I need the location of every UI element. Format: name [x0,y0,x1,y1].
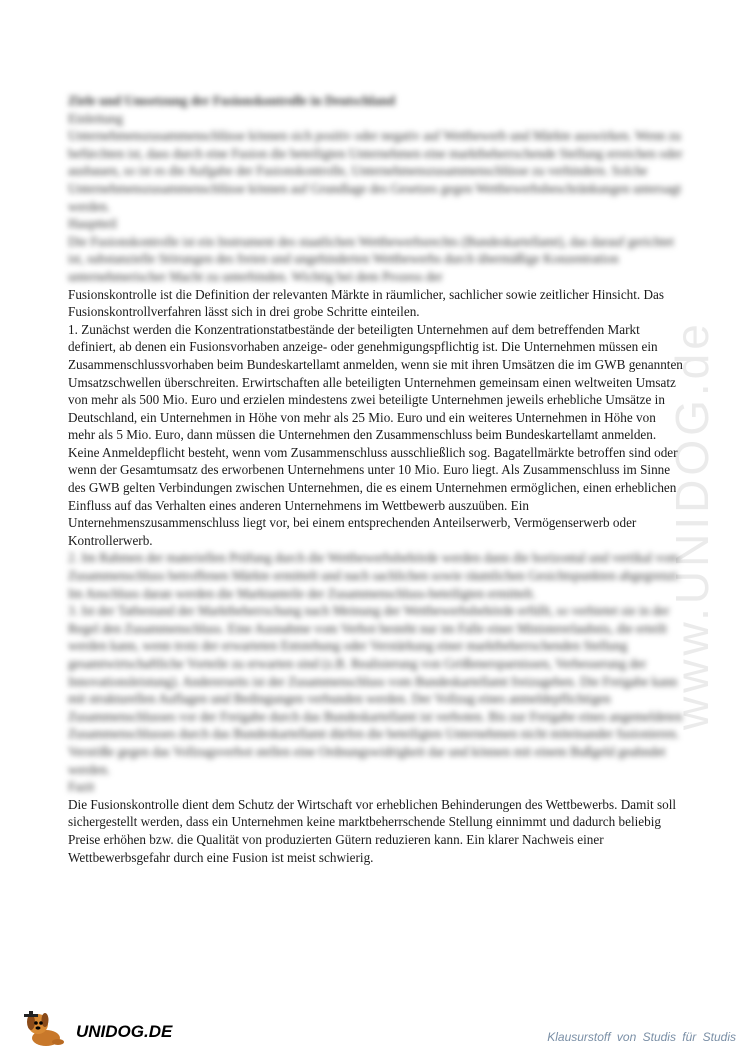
heading-conclusion: Fazit [68,779,95,795]
blurred-steps-section [68,549,686,795]
document-content [68,92,686,866]
watermark: www.UNIDOG.de [666,320,718,730]
dog-mascot-icon [20,1008,76,1048]
main-intro-paragraph: Die Fusionskontrolle ist ein Instrument des staatlichen Wettbewerbsrechts (Bundeskartellamt), das darauf gerichtet ist, substanzielle Störungen des freien und ungehinderten Wettbewerbs durch übermäßige Konzentration unternehmerischer Macht zu unterbinden. Wichtig bei dem Prozess der [68,233,674,284]
step-2-paragraph: 2. Im Rahmen der materiellen Prüfung durch die Wettbewerbsbehörde werden dann die horizontal und vertikal vom Zusammenschluss betroffenen Märkte ermittelt und nach sachlichen sowie räumlichen Gesichtspunkten abgegrenzt. Im Anschluss daran werden die Marktanteile der Zusammenschluss-beteiligten ermittelt. [68,550,681,601]
step-3-paragraph: 3. Ist der Tatbestand der Marktbeherrschung nach Meinung der Wettbewerbsbehörde erfüllt, so verbietet sie in der Regel den Zusammenschluss. Eine Ausnahme vom Verbot besteht nur im Falle einer Ministererlaubnis, die erteilt werden kann, wenn trotz der erwarteten Entstehung oder Verstärkung einer marktbeherrschenden Stellung gesamtwirtschaftliche Vorteile zu erwarten sind (z.B. Realisierung von Größenersparnissen, Verbesserung der Innovationsleistung). Andererseits ist der Zusammenschluss vom Bundeskartellamt freizugeben. Die Freigabe kann mit strukturellen Auflagen und Bedingungen verbunden werden. Der Vollzug eines anmeldepflichtigen Zusammenschlusses vor der Freigabe durch das Bundeskartellamt ist verboten. Bis zur Freigabe eines angemeldeten Zusammenschlusses durch das Bundeskartellamt dürfen die beteiligten Unternehmen nicht miteinander fusionieren. Verstöße gegen das Vollzugsverbot stellen eine Ordnungswidrigkeit dar und können mit einem Bußgeld geahndet werden. [68,603,683,777]
logo-text: UNIDOG.DE [76,1022,173,1041]
introduction-paragraph: Unternehmenszusammenschlüsse können sich positiv oder negativ auf Wettbewerb und Märkte auswirken. Wenn zu befürchten ist, dass durch eine Fusion die beteiligten Unternehmen eine marktbeherrschende Stellung erreichen oder ausbauen, so ist es die Aufgabe der Fusionskontrolle, Unternehmenszusammenschlüsse zu verhindern. Solche Unternehmenszusammenschlüsse können auf Grundlage des Gesetzes gegen Wettbewerbsbeschränkungen untersagt werden. [68,128,683,214]
document-title: Ziele und Umsetzung der Fusionskontrolle in Deutschland [68,93,396,108]
visible-paragraph-market-definition: Fusionskontrolle ist die Definition der relevanten Märkte in räumlicher, sachlicher sowie zeitlicher Hinsicht. Das Fusionskontrollverfahren lässt sich in drei grobe Schritte einteilen. [68,286,665,320]
unidog-logo[interactable] [20,1008,173,1048]
heading-main: Hauptteil [68,216,118,232]
visible-paragraph-step-1: 1. Zunächst werden die Konzentrationstatbestände der beteiligten Unternehmen auf dem betreffenden Markt definiert, ab denen ein Fusionsvorhaben anzeige- oder genehmigungspflichtig ist. Die Unternehmen müssen ein Zusammenschlussvorhaben beim Bundeskartellamt anmelden, wenn sie mit ihren Umsätzen die im GWB genannten Umsatzschwellen überschreiten. Erwirtschaften alle beteiligten Unternehmen gemeinsam einen weltweiten Umsatz von mehr als 500 Mio. Euro und erzielen mindestens zwei beteiligte Unternehmen jeweils erhebliche Umsätze in Deutschland, ein Unternehmen in Höhe von mehr als 25 Mio. Euro und ein weiteres Unternehmen in Höhe von mehr als 5 Mio. Euro, dann müssen die Unternehmen den Zusammenschluss beim Bundeskartellamt anmelden. Keine Anmeldepflicht besteht, wenn vom Zusammenschluss ausschließlich sog. Bagatellmärkte betroffen sind oder wenn der Gesamtumsatz des erworbenen Unternehmens unter 10 Mio. Euro liegt. Als Zusammenschluss im Sinne des GWB gelten Verbindungen zwischen Unternehmen, die es einem Unternehmen ermöglichen, einen erheblichen Einfluss auf das Verhalten eines anderen Unternehmens im Wettbewerb auszuüben. Ein Unternehmenszusammenschluss liegt vor, bei einem entsprechenden Anteilserwerb, Vermögenserwerb oder Kontrollerwerb. [68,321,683,548]
heading-introduction: Einleitung [68,110,123,126]
visible-paragraph-conclusion: Die Fusionskontrolle dient dem Schutz der Wirtschaft vor erheblichen Behinderungen des Wettbewerbs. Damit soll sichergestellt werden, dass ein Unternehmen keine marktbeherrschende Stellung einnimmt und dadurch beliebig Preise erhöhen bzw. die Qualität von produzierten Gütern reduzieren kann. Ein klarer Nachweis einer Wettbewerbsgefahr durch eine Fusion ist meist schwierig. [68,796,677,865]
footer-tagline: Klausurstoff von Studis für Studis [547,1030,736,1044]
blurred-top-section [68,92,686,286]
